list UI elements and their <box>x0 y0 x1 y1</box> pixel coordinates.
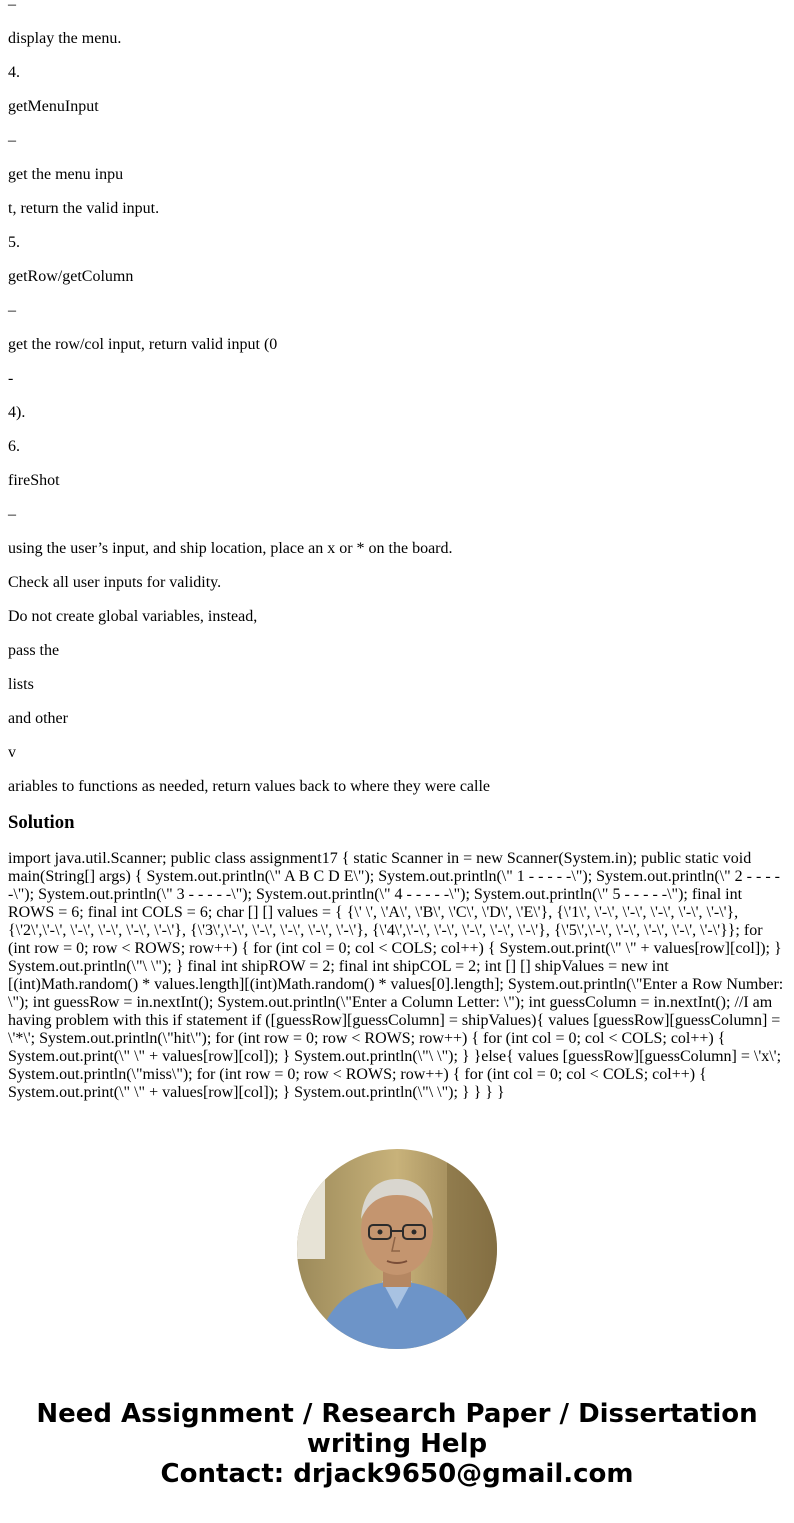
text-line: – <box>8 132 16 149</box>
text-line: display the menu. <box>8 30 122 47</box>
text-line: get the menu inpu <box>8 166 124 183</box>
text-line: 4. <box>8 64 20 81</box>
text-line: – <box>8 0 16 13</box>
text-line: Check all user inputs for validity. <box>8 574 222 591</box>
text-line: fireShot <box>8 472 60 489</box>
text-line: 6. <box>8 438 20 455</box>
text-line: Do not create global variables, instead, <box>8 608 258 625</box>
text-line: t, return the valid input. <box>8 200 160 217</box>
text-line: v <box>8 744 16 761</box>
text-line: - <box>8 370 14 387</box>
author-photo <box>297 1149 497 1349</box>
text-line: using the user’s input, and ship location, place an x or * on the board. <box>8 540 453 557</box>
solution-heading: Solution <box>8 812 75 833</box>
text-line: 5. <box>8 234 20 251</box>
footer-line-1: Need Assignment / Research Paper / Dissertation <box>36 1399 758 1429</box>
assignment-text <box>8 0 786 796</box>
text-line: – <box>8 506 16 523</box>
text-line: 4). <box>8 404 26 421</box>
text-line: lists <box>8 676 34 693</box>
text-line: pass the <box>8 642 60 659</box>
solution-code: import java.util.Scanner; public class assignment17 { static Scanner in = new Scanner(System.in); public static void main(String[] args) { System.out.println(\" A B C D E\"); System.out.println(\" 1 - - - - -\"); System.out.println(\" 2 - - - - -\"); System.out.println(\" 3 - - - - -\"); System.out.println(\" 4 - - - - -\"); System.out.println(\" 5 - - - - -\"); final int ROWS = 6; final int COLS = 6; char [] [] values = { {\' \', \'A\', \'B\', \'C\', \'D\', \'E\'}, {\'1\', \'-\', \'-\', \'-\', \'-\', \'-\'}, {\'2\',\'-\', \'-\', \'-\', \'-\', \'-\'}, {\'3\',\'-\', \'-\', \'-\', \'-\', \'-\'}, {\'4\',\'-\', \'-\', \'-\', \'-\', \'-\'}, {\'5\',\'-\', \'-\', \'-\', \'-\', \'-\'}}; for (int row = 0; row < ROWS; row++) { for (int col = 0; col < COLS; col++) { System.out.print(\" \" + values[row][col]); } System.out.println(\"\ \"); } final int shipROW = 2; final int shipCOL = 2; int [] [] shipValues = new int [(int)Math.random() * values.length][(int)Math.random() * values[0].length]; System.out.println(\"Enter a Row Number: \"); int guessRow = in.nextInt(); System.out.println(\"Enter a Column Letter: \"); int guessColumn = in.nextInt(); //I am having problem with this if statement if ([guessRow][guessColumn] = shipValues){ values [guessRow][guessColumn] = \'*\'; System.out.println(\"hit\"); for (int row = 0; row < ROWS; row++) { for (int col = 0; col < COLS; col++) { System.out.print(\" \" + values[row][col]); } System.out.println(\"\ \"); } }else{ values [guessRow][guessColumn] = \'x\'; System.out.println(\"miss\"); for (int row = 0; row < ROWS; row++) { for (int col = 0; col < COLS; col++) { System.out.print(\" \" + values[row][col]); } System.out.println(\"\ \"); } } } } <box>8 850 784 1101</box>
promo-footer <box>0 1399 794 1489</box>
text-line: ariables to functions as needed, return values back to where they were calle <box>8 778 491 795</box>
text-line: getMenuInput <box>8 98 99 115</box>
author-photo-illustration <box>297 1149 497 1349</box>
text-line: get the row/col input, return valid input (0 <box>8 336 278 353</box>
text-line: and other <box>8 710 68 727</box>
footer-contact: Contact: drjack9650@gmail.com <box>160 1459 634 1489</box>
footer-line-2: writing Help <box>306 1429 488 1459</box>
text-line: getRow/getColumn <box>8 268 134 285</box>
text-line: – <box>8 302 16 319</box>
